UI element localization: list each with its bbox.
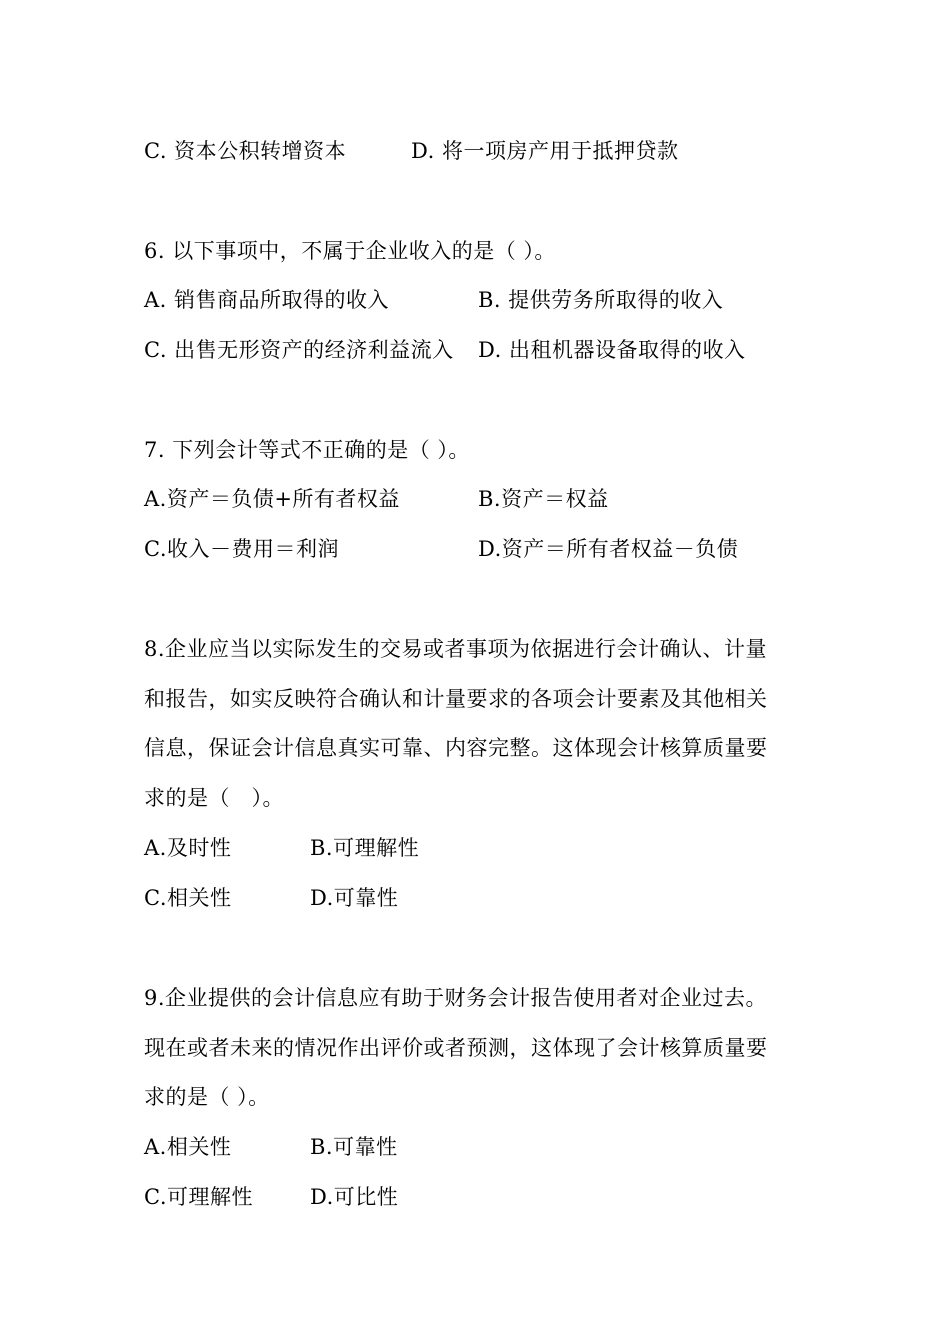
q5-option-c: C. 资本公积转增资本 — [144, 139, 347, 163]
q8-stem-line-2: 和报告，如实反映符合确认和计量要求的各项会计要素及其他相关 — [144, 687, 768, 711]
q9-stem-line-3: 求的是（ ）。 — [144, 1085, 270, 1109]
q8-option-d: D.可靠性 — [310, 886, 399, 910]
q8-option-b: B.可理解性 — [310, 836, 420, 860]
q7-stem: 7. 下列会计等式不正确的是（ ）。 — [144, 438, 470, 462]
q8-stem-line-1: 8.企业应当以实际发生的交易或者事项为依据进行会计确认、计量 — [144, 637, 768, 661]
q9-option-d: D.可比性 — [310, 1185, 399, 1209]
q7-option-c: C.收入－费用＝利润 — [144, 537, 339, 561]
q8-option-c: C.相关性 — [144, 886, 232, 910]
q9-stem-line-1: 9.企业提供的会计信息应有助于财务会计报告使用者对企业过去。 — [144, 986, 768, 1010]
q6-option-a: A. 销售商品所取得的收入 — [144, 288, 390, 312]
q7-option-a: A.资产＝负债+所有者权益 — [144, 487, 400, 511]
q8-option-a: A.及时性 — [144, 836, 232, 860]
q6-option-b: B. 提供劳务所取得的收入 — [478, 288, 724, 312]
q9-option-b: B.可靠性 — [310, 1135, 398, 1159]
q6-option-d: D. 出租机器设备取得的收入 — [478, 338, 746, 362]
q7-option-d: D.资产＝所有者权益－负债 — [478, 537, 739, 561]
q7-option-b: B.资产＝权益 — [478, 487, 609, 511]
q8-stem-line-3: 信息，保证会计信息真实可靠、内容完整。这体现会计核算质量要 — [144, 736, 768, 760]
q9-stem-line-2: 现在或者未来的情况作出评价或者预测，这体现了会计核算质量要 — [144, 1036, 768, 1060]
q6-stem: 6. 以下事项中，不属于企业收入的是（ ）。 — [144, 239, 556, 263]
q9-option-c: C.可理解性 — [144, 1185, 253, 1209]
q5-option-d: D. 将一项房产用于抵押贷款 — [411, 139, 679, 163]
q6-option-c: C. 出售无形资产的经济利益流入 — [144, 338, 454, 362]
q8-stem-line-4: 求的是（ ）。 — [144, 786, 284, 810]
q9-option-a: A.相关性 — [144, 1135, 232, 1159]
